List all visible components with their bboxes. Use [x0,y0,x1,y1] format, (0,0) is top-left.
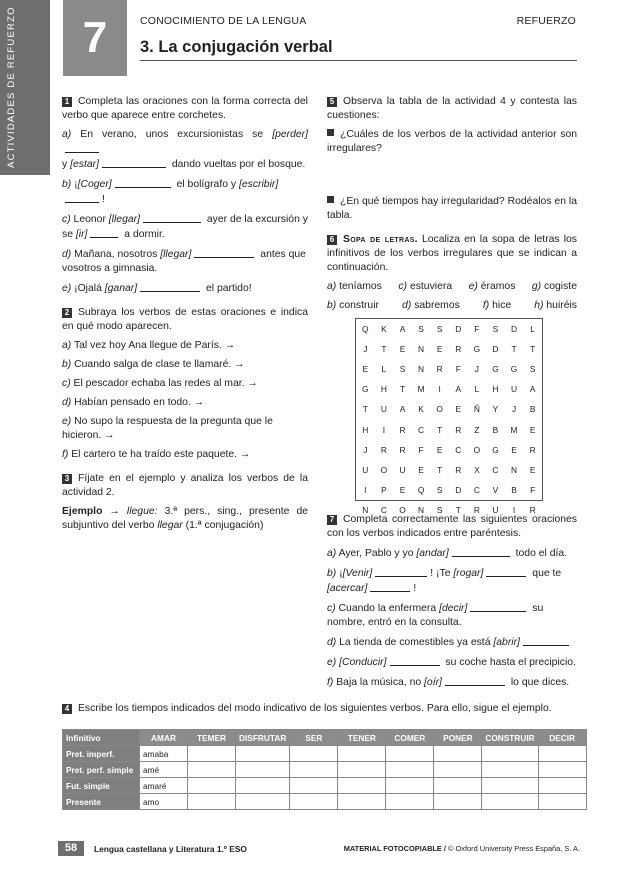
table-row [63,794,587,810]
exercise-number: 6 [327,235,337,245]
grid-letter[interactable]: N [418,364,425,375]
answer-cell[interactable] [482,778,538,794]
grid-letter[interactable]: A [399,404,406,415]
table-header-cell: TEMER [188,730,236,746]
grid-letter[interactable]: R [436,364,443,375]
sentence-item[interactable]: d) Habían pensado en todo. → [62,397,205,408]
answer-cell[interactable] [290,746,338,762]
answer-cell[interactable] [386,794,434,810]
grid-letter[interactable]: I [364,484,367,495]
exercise-instruction: Fíjate en el ejemplo y analiza los verbos de la actividad 2. [62,473,308,498]
sentence-item: e) ¡Ojalá [ganar] el partido! [62,283,252,294]
grid-row [356,500,542,520]
grid-letter[interactable]: E [436,344,443,355]
word-list: b) construir d) sabremos f) hice h) huiréis [327,300,577,311]
grid-letter[interactable]: G [362,384,369,395]
grid-letter[interactable]: R [529,504,536,515]
exercise-5 [327,95,577,223]
grid-letter[interactable]: J [474,364,479,375]
square-bullet-icon [327,129,334,136]
grid-letter[interactable]: C [455,444,462,455]
answer-blank[interactable] [140,281,200,292]
sentence-item: f) Baja la música, no [oír] lo que dices. [327,677,570,688]
right-column [327,95,577,688]
grid-letter[interactable]: J [363,444,368,455]
table-header-cell: TENER [338,730,386,746]
grid-letter[interactable]: R [529,444,536,455]
grid-letter[interactable]: G [510,364,518,375]
grid-letter[interactable]: H [380,384,387,395]
grid-letter[interactable]: E [436,444,443,455]
answer-blank[interactable] [370,581,410,592]
grid-letter[interactable]: R [399,444,406,455]
grid-letter[interactable]: O [399,504,406,515]
answer-cell[interactable] [236,746,290,762]
answer-cell[interactable] [434,778,482,794]
grid-letter[interactable]: U [362,464,369,475]
example-analysis: Ejemplo → llegue: 3.ª pers., sing., presente de subjuntivo del verbo llegar (1.ª conjugación) [62,506,309,531]
grid-letter[interactable]: T [437,424,443,435]
grid-letter[interactable]: R [380,444,387,455]
grid-letter[interactable]: I [438,384,441,395]
grid-letter[interactable]: S [529,364,536,375]
grid-letter[interactable]: D [455,324,462,335]
grid-letter[interactable]: E [399,344,406,355]
grid-letter[interactable]: D [511,324,518,335]
grid-letter[interactable]: J [511,404,517,415]
grid-letter[interactable]: F [530,484,536,495]
copyright: MATERIAL FOTOCOPIABLE / © Oxford University Press España, S. A. [343,844,580,853]
grid-row [356,460,542,480]
grid-letter[interactable]: E [529,464,536,475]
answer-cell[interactable] [290,762,338,778]
grid-letter[interactable]: O [436,404,443,415]
exercise-number: 5 [327,97,337,107]
answer-blank[interactable] [523,635,569,646]
grid-letter[interactable]: T [511,344,517,355]
grid-letter[interactable]: N [418,504,425,515]
square-bullet-icon [327,196,334,203]
answer-blank[interactable] [470,601,526,612]
grid-letter[interactable]: E [362,364,369,375]
grid-letter[interactable]: I [382,424,386,435]
grid-letter[interactable]: C [380,504,387,515]
grid-letter[interactable]: Q [362,324,369,335]
grid-letter[interactable]: Z [474,424,480,435]
grid-letter[interactable]: V [492,484,499,495]
exercise-title: Sopa de letras. [343,234,418,245]
grid-letter[interactable]: E [455,404,462,415]
example-cell: amaba [140,746,188,762]
sentence-item[interactable]: e) No supo la respuesta de la pregunta que le hicieron. → [62,416,273,441]
table-header-cell: PONER [434,730,482,746]
answer-cell[interactable] [434,794,482,810]
header-section: CONOCIMIENTO DE LA LENGUA [140,15,307,27]
answer-blank[interactable] [90,227,118,238]
grid-row [356,440,542,460]
answer-cell[interactable] [538,746,586,762]
answer-cell[interactable] [188,794,236,810]
grid-letter[interactable]: S [436,484,443,495]
exercise-2 [62,306,308,462]
sentence-item[interactable]: b) Cuando salga de clase te llamaré. → [62,359,245,370]
word-list: a) teníamos c) estuviera e) éramos g) cogiste [327,281,577,292]
table-corner: Infinitivo [63,730,140,746]
answer-cell[interactable] [538,762,586,778]
table-row [63,778,587,794]
answer-blank[interactable] [445,675,505,686]
grid-letter[interactable]: G [473,344,481,355]
row-header: Pret. imperf. [63,746,140,762]
grid-letter[interactable]: R [455,344,462,355]
grid-letter[interactable]: T [362,404,368,415]
answer-cell[interactable] [538,794,586,810]
left-column [62,95,308,538]
grid-letter[interactable]: I [512,504,516,515]
grid-letter[interactable]: G [492,444,499,455]
grid-row [356,480,542,500]
grid-letter[interactable]: D [455,484,462,495]
answer-blank[interactable] [194,247,254,258]
grid-letter[interactable]: U [492,504,499,515]
grid-letter[interactable]: B [492,424,499,435]
sentence-item[interactable]: f) El cartero te ha traído este paquete. → [62,449,251,460]
sentence-item: c) Cuando la enfermera [decir] su nombre, entró en la consulta. [327,603,544,628]
grid-letter[interactable]: R [399,424,406,435]
answer-cell[interactable] [188,746,236,762]
example-cell: amo [140,794,188,810]
answer-cell[interactable] [434,762,482,778]
row-header: Presente [63,794,140,810]
grid-row [356,419,542,439]
sentence-item[interactable]: a) Tal vez hoy Ana llegue de París. → [62,340,236,351]
grid-letter[interactable]: S [492,324,499,335]
exercise-6 [327,233,577,313]
grid-letter[interactable]: C [418,424,425,435]
exercise-number: 3 [62,474,72,484]
answer-cell[interactable] [290,778,338,794]
exercise-instruction: Subraya los verbos de estas oraciones e indica en qué modo aparecen. [62,307,308,332]
answer-cell[interactable] [188,762,236,778]
sentence-item: d) La tienda de comestibles ya está [abrir] [327,635,577,650]
grid-letter[interactable]: F [455,364,461,375]
answer-cell[interactable] [338,778,386,794]
sentence-item: e) [Conducir] su coche hasta el precipicio. [327,657,576,668]
grid-letter[interactable]: Y [492,404,499,415]
row-header: Fut. simple [63,778,140,794]
book-title: Lengua castellana y Literatura 1.º ESO [94,844,247,854]
grid-letter[interactable]: H [492,384,499,395]
side-label: ACTIVIDADES DE REFUERZO [6,6,17,168]
grid-letter[interactable]: O [380,464,388,475]
grid-letter[interactable]: Ñ [473,404,480,415]
exercise-1 [62,95,308,296]
answer-blank[interactable] [65,142,99,153]
grid-letter[interactable]: Q [417,484,425,495]
table-header-cell: DECIR [538,730,586,746]
table-header-cell: SER [290,730,338,746]
grid-letter[interactable]: M [510,424,518,435]
grid-row [356,379,542,399]
sentence-item: a) En verano, unos excursionistas se [perder] y [estar] dando vueltas por el bosque. [62,129,308,170]
answer-cell[interactable] [236,762,290,778]
answer-cell[interactable] [338,762,386,778]
answer-cell[interactable] [538,778,586,794]
grid-letter[interactable]: T [530,344,536,355]
grid-letter[interactable]: G [492,364,499,375]
answer-blank[interactable] [452,546,510,557]
table-header-cell: AMAR [140,730,188,746]
answer-cell[interactable] [386,778,434,794]
answer-blank[interactable] [115,177,171,188]
grid-letter[interactable]: R [473,504,480,515]
grid-letter[interactable]: S [418,324,424,335]
grid-letter[interactable]: J [363,344,368,355]
grid-letter[interactable]: T [437,464,443,475]
answer-blank[interactable] [486,566,526,577]
grid-letter[interactable]: N [511,464,518,475]
answer-cell[interactable] [338,746,386,762]
page-title: 3. La conjugación verbal [140,38,333,56]
sentence-item: a) Ayer, Pablo y yo [andar] todo el día. [327,548,568,559]
grid-letter[interactable]: H [362,424,369,435]
grid-letter[interactable]: L [474,384,480,395]
exercise-3 [62,472,308,533]
table-header-cell: DISFRUTAR [236,730,290,746]
answer-cell[interactable] [236,794,290,810]
unit-number: 7 [63,0,127,76]
grid-letter[interactable]: B [511,484,517,495]
table-header-row [63,730,587,746]
exercise-number: 2 [62,308,72,318]
grid-letter[interactable]: E [399,484,406,495]
grid-letter[interactable]: R [455,464,462,475]
question-item: ¿En qué tiempos hay irregularidad? Rodéalos en la tabla. [327,196,577,221]
grid-letter[interactable]: L [530,324,535,335]
sentence-item[interactable]: c) El pescador echaba las redes al mar. → [62,378,258,389]
exercise-4 [62,702,577,721]
sentence-item: c) Leonor [llegar] ayer de la excursión y se [ir] a dormir. [62,214,308,240]
answer-cell[interactable] [386,746,434,762]
row-header: Pret. perf. simple [63,762,140,778]
question-item: ¿Cuáles de los verbos de la actividad anterior son irregulares? [327,129,577,154]
grid-letter[interactable]: N [418,344,425,355]
page-number: 58 [58,841,84,856]
table-header-cell: CONSTRUIR [482,730,538,746]
exercise-number: 1 [62,97,72,107]
conjugation-table [62,729,587,810]
grid-row [356,339,542,359]
header-type: REFUERZO [516,15,576,27]
sentence-item: b) ¡[Venir] ! ¡Te [rogar] que te [acercar] ! [327,568,562,594]
answer-blank[interactable] [102,157,166,168]
sentence-item: d) Mañana, nosotros [llegar] antes que vosotros a gimnasia. [62,249,306,274]
answer-blank[interactable] [375,566,427,577]
exercise-instruction: Completa las oraciones con la forma correcta del verbo que aparece entre corchetes. [62,96,308,121]
answer-cell[interactable] [290,794,338,810]
answer-blank[interactable] [143,212,201,223]
grid-letter[interactable]: B [529,404,536,415]
grid-letter[interactable]: A [529,384,536,395]
example-cell: amé [140,762,188,778]
example-cell: amaré [140,778,188,794]
answer-cell[interactable] [482,746,538,762]
answer-cell[interactable] [482,762,538,778]
grid-letter[interactable]: D [492,344,499,355]
grid-letter[interactable]: U [399,464,406,475]
table-row [63,746,587,762]
table-row [63,762,587,778]
grid-letter[interactable]: C [492,464,499,475]
grid-letter[interactable]: F [474,324,480,335]
answer-cell[interactable] [434,746,482,762]
answer-cell[interactable] [386,762,434,778]
grid-letter[interactable]: K [381,324,387,335]
grid-letter[interactable]: F [418,444,424,455]
table-header-cell: COMER [386,730,434,746]
grid-letter[interactable]: P [381,484,387,495]
grid-row [356,359,542,379]
grid-letter[interactable]: S [399,364,406,375]
grid-letter[interactable]: S [436,504,443,515]
grid-row [356,399,542,419]
word-search-grid[interactable] [355,318,543,515]
grid-letter[interactable]: K [418,404,424,415]
sentence-item: b) ¡[Coger] el bolígrafo y [escribir]! [62,179,279,205]
grid-letter[interactable]: A [399,324,406,335]
grid-letter[interactable]: U [380,404,387,415]
grid-letter[interactable]: T [455,504,461,515]
answer-blank[interactable] [390,655,440,666]
exercise-number: 4 [62,704,72,714]
answer-cell[interactable] [338,794,386,810]
grid-letter[interactable]: M [417,384,425,395]
exercise-7 [327,513,577,695]
grid-letter[interactable]: N [362,504,369,515]
answer-blank[interactable] [65,192,99,203]
grid-letter[interactable]: U [511,384,518,395]
grid-letter[interactable]: O [473,444,481,455]
grid-row [356,319,542,339]
grid-letter[interactable]: S [436,324,443,335]
answer-cell[interactable] [236,778,290,794]
grid-letter[interactable]: R [455,424,462,435]
exercise-instruction: Completa correctamente las siguientes oraciones con los verbos indicados entre paréntesis. [327,514,577,539]
grid-letter[interactable]: X [474,464,480,475]
grid-letter[interactable]: L [381,364,387,375]
grid-letter[interactable]: E [418,464,424,475]
grid-letter[interactable]: T [381,344,387,355]
grid-letter[interactable]: T [399,384,406,395]
answer-cell[interactable] [188,778,236,794]
answer-cell[interactable] [482,794,538,810]
answer-space[interactable] [327,161,577,195]
grid-letter[interactable]: C [473,484,480,495]
exercise-instruction: Observa la tabla de la actividad 4 y contesta las cuestiones: [327,96,577,121]
exercise-number: 7 [327,515,337,525]
grid-letter[interactable]: E [529,424,536,435]
exercise-instruction: Localiza en la sopa de letras los infinitivos de los verbos irregulares que se indican a continuación. [327,234,577,273]
exercise-instruction: Escribe los tiempos indicados del modo indicativo de los siguientes verbos. Para ello, sigue el ejemplo. [78,703,552,714]
grid-letter[interactable]: A [455,384,462,395]
header-divider [140,60,577,61]
grid-letter[interactable]: E [511,444,517,455]
